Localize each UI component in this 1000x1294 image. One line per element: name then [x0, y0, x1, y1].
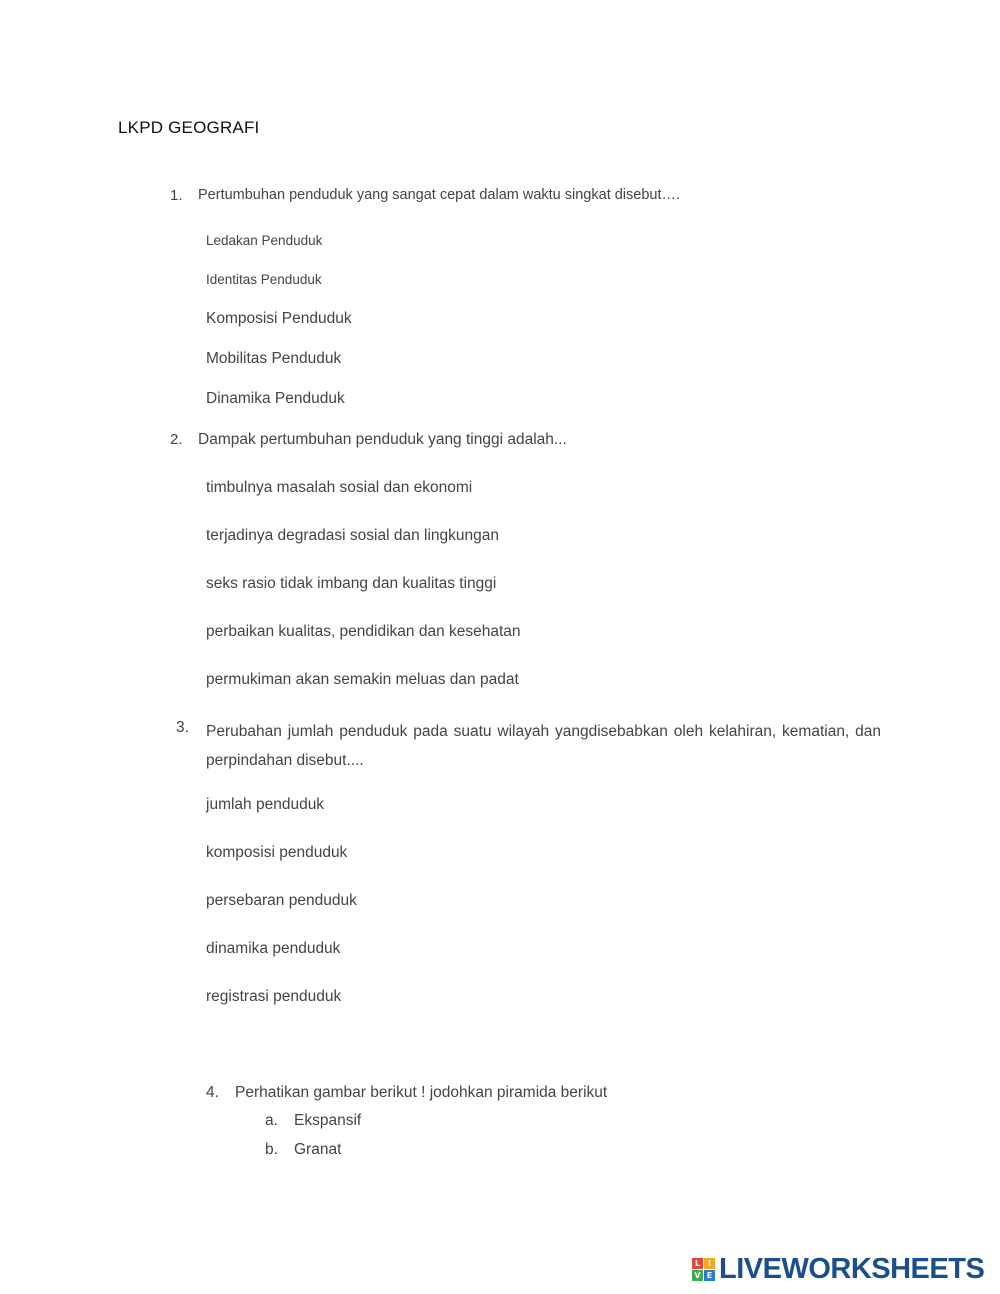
q2-option-2[interactable]: terjadinya degradasi sosial dan lingkungan: [206, 527, 499, 544]
q1-number: 1.: [170, 187, 183, 204]
q2-text: Dampak pertumbuhan penduduk yang tinggi adalah...: [198, 431, 567, 448]
q3-text-line1: Perubahan jumlah penduduk pada suatu wilayah yangdisebabkan oleh kelahiran, kematian, dan: [206, 723, 881, 740]
q3-option-5[interactable]: registrasi penduduk: [206, 988, 342, 1005]
q4-item-a-letter: a.: [265, 1112, 278, 1129]
q4-text: Perhatikan gambar berikut ! jodohkan piramida berikut: [235, 1084, 608, 1101]
q4-number: 4.: [206, 1084, 219, 1101]
q3-option-2[interactable]: komposisi penduduk: [206, 844, 348, 861]
q1-option-4[interactable]: Mobilitas Penduduk: [206, 350, 342, 367]
q1-option-5[interactable]: Dinamika Penduduk: [206, 390, 345, 407]
q1-option-1[interactable]: Ledakan Penduduk: [206, 233, 323, 248]
liveworksheets-logo: [692, 1252, 984, 1286]
logo-tile: E: [704, 1270, 715, 1281]
q2-option-3[interactable]: seks rasio tidak imbang dan kualitas tinggi: [206, 575, 497, 592]
q4-item-a-label[interactable]: Ekspansif: [294, 1112, 362, 1129]
logo-mark-icon: [692, 1258, 715, 1281]
q3-text: [206, 717, 881, 775]
q3-number: 3.: [176, 719, 189, 736]
q2-option-4[interactable]: perbaikan kualitas, pendidikan dan kesehatan: [206, 623, 521, 640]
q1-text: Pertumbuhan penduduk yang sangat cepat dalam waktu singkat disebut….: [198, 187, 681, 203]
q4-item-b-label[interactable]: Granat: [294, 1141, 342, 1158]
q3-option-1[interactable]: jumlah penduduk: [206, 796, 325, 813]
q1-option-2[interactable]: Identitas Penduduk: [206, 272, 322, 287]
logo-tile: L: [692, 1258, 703, 1269]
logo-text: LIVEWORKSHEETS: [719, 1252, 985, 1285]
q3-option-3[interactable]: persebaran penduduk: [206, 892, 357, 909]
q4-item-b-letter: b.: [265, 1141, 278, 1158]
q3-option-4[interactable]: dinamika penduduk: [206, 940, 341, 957]
q1-option-3[interactable]: Komposisi Penduduk: [206, 310, 352, 327]
q2-option-5[interactable]: permukiman akan semakin meluas dan padat: [206, 671, 519, 688]
logo-tile: I: [704, 1258, 715, 1269]
page-title: LKPD GEOGRAFI: [118, 118, 260, 137]
q2-number: 2.: [170, 431, 183, 448]
q2-option-1[interactable]: timbulnya masalah sosial dan ekonomi: [206, 479, 473, 496]
logo-tile: V: [692, 1270, 703, 1281]
q3-text-line2: perpindahan disebut....: [206, 752, 364, 769]
